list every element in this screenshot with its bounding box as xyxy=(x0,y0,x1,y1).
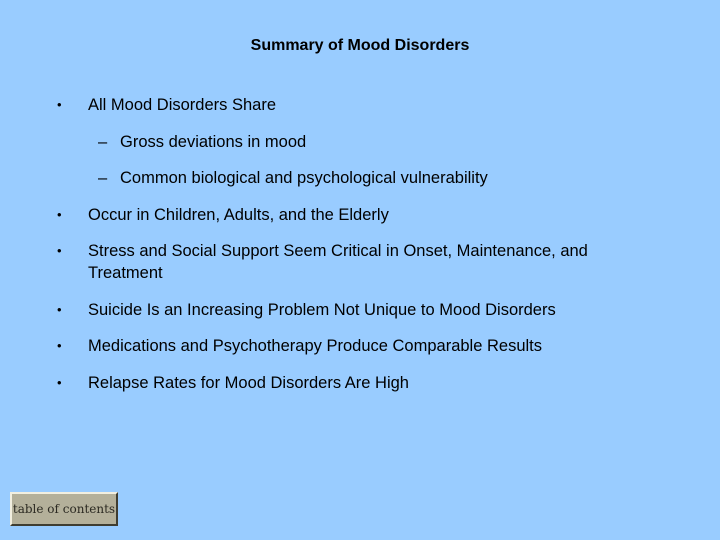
bullet-text: All Mood Disorders Share xyxy=(88,96,276,114)
bullet-marker: • xyxy=(57,338,62,353)
bullet-text: Stress and Social Support Seem Critical in Onset, Maintenance, and Treatment xyxy=(88,242,588,282)
bullet-text: Relapse Rates for Mood Disorders Are High xyxy=(88,374,409,392)
sub-bullet-text: Common biological and psychological vulnerability xyxy=(120,169,488,187)
sub-bullet-marker: – xyxy=(98,133,108,151)
bullet-marker: • xyxy=(57,375,62,390)
bullet-marker: • xyxy=(57,302,62,317)
sub-bullet-text: Gross deviations in mood xyxy=(120,133,307,151)
bullet-text: Medications and Psychotherapy Produce Comparable Results xyxy=(88,337,542,355)
bullet-text: Occur in Children, Adults, and the Elderly xyxy=(88,206,389,224)
sub-bullet-marker: – xyxy=(98,169,108,187)
bullet-marker: • xyxy=(57,97,62,112)
table-of-contents-button[interactable]: table of contents xyxy=(10,492,118,526)
bullet-marker: • xyxy=(57,243,62,258)
bullet-text: Suicide Is an Increasing Problem Not Unique to Mood Disorders xyxy=(88,301,556,319)
bullet-marker: • xyxy=(57,207,62,222)
slide-title: Summary of Mood Disorders xyxy=(250,37,470,54)
